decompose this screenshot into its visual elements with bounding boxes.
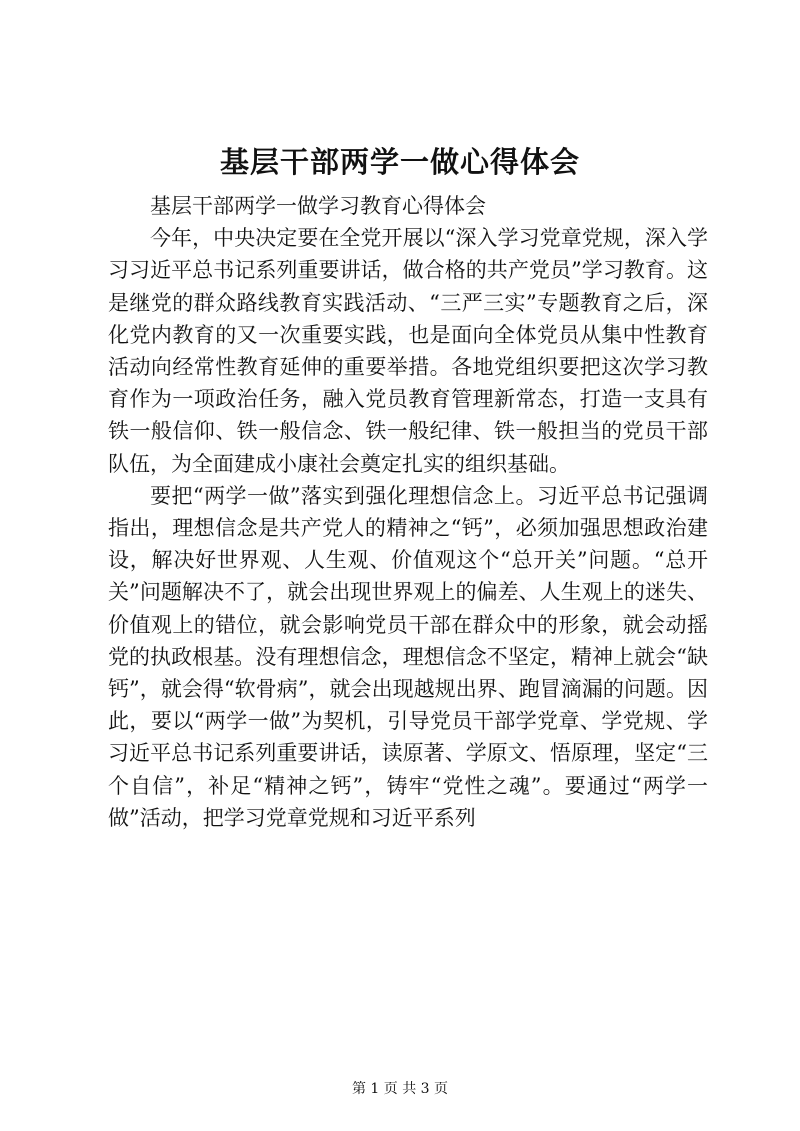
document-title: 基层干部两学一做心得体会 — [219, 145, 580, 179]
document-body — [108, 190, 708, 834]
subtitle-paragraph: 基层干部两学一做学习教育心得体会 — [150, 194, 486, 218]
body-paragraph: 今年，中央决定要在全党开展以“深入学习党章党规，深入学习习近平总书记系列重要讲话，做合格的共产党员”学习教育。这是继党的群众路线教育实践活动、“三严三实”专题教育之后，深化党内教育的又一次重要实践，也是面向全体党员从集中性教育活动向经常性教育延伸的重要举措。各地党组织要把这次学习教育作为一项政治任务，融入党员教育管理新常态，打造一支具有铁一般信仰、铁一般信念、铁一般纪律、铁一般担当的党员干部队伍，为全面建成小康社会奠定扎实的组织基础。 — [108, 226, 708, 476]
page-footer: 第 1 页 共 3 页 — [351, 1081, 449, 1097]
body-paragraph: 要把“两学一做”落实到强化理想信念上。习近平总书记强调指出，理想信念是共产党人的精神之“钙”，必须加强思想政治建设，解决好世界观、人生观、价值观这个“总开关”问题。“总开关”问题解决不了，就会出现世界观上的偏差、人生观上的迷失、价值观上的错位，就会影响党员干部在群众中的形象，就会动摇党的执政根基。没有理想信念，理想信念不坚定，精神上就会“缺钙”，就会得“软骨病”，就会出现越规出界、跑冒滴漏的问题。因此，要以“两学一做”为契机，引导党员干部学党章、学党规、学习近平总书记系列重要讲话，读原著、学原文、悟原理，坚定“三个自信”，补足“精神之钙”，铸牢“党性之魂”。要通过“两学一做”活动，把学习党章党规和习近平系列 — [108, 483, 708, 830]
